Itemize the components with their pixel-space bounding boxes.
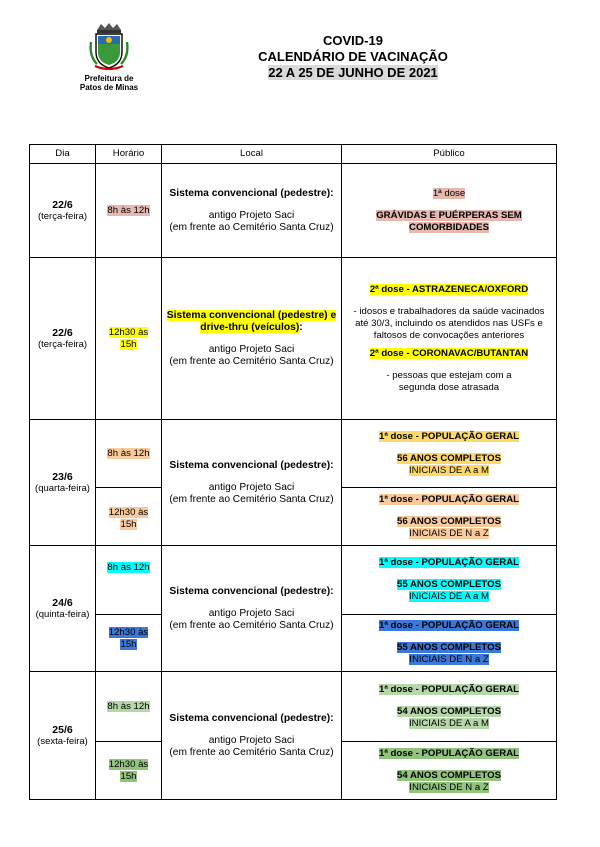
pub-initials: INICIAIS DE A a M <box>409 464 489 476</box>
time-value-2: 12h30 às 15h <box>108 758 149 782</box>
local-sub-2: (em frente ao Cemitério Santa Cruz) <box>169 221 334 233</box>
table-row <box>30 546 557 615</box>
time-value-2: 12h30 às 15h <box>108 507 149 530</box>
day-weekday: (terça-feira) <box>37 338 88 350</box>
day-cell <box>30 258 96 420</box>
time-value-1: 8h às 12h <box>107 562 150 573</box>
pub-age: 54 ANOS COMPLETOS <box>397 705 501 717</box>
local-cell <box>162 258 342 420</box>
local-main: Sistema convencional (pedestre): <box>169 459 334 471</box>
day-date: 22/6 <box>52 326 73 339</box>
pub-dose: 1ª dose - POPULAÇÃO GERAL <box>378 493 519 505</box>
time-cell <box>96 615 162 672</box>
pub-initials: INICIAIS DE N a Z <box>409 527 489 539</box>
page-title <box>240 33 466 81</box>
header-dia: Dia <box>30 145 96 164</box>
pub-group: GRÁVIDAS E PUÉRPERAS SEM COMORBIDADES <box>376 209 522 233</box>
local-sub-1: antigo Projeto Saci <box>208 481 295 493</box>
local-cell <box>162 420 342 546</box>
pub-initials: INICIAIS DE N a Z <box>409 781 489 793</box>
pub-dose: 1ª dose - POPULAÇÃO GERAL <box>378 620 519 631</box>
time-cell <box>96 672 162 742</box>
table-header-row <box>30 145 557 164</box>
local-sub-1: antigo Projeto Saci <box>208 209 295 221</box>
pub-dose: 1ª dose - POPULAÇÃO GERAL <box>378 430 519 442</box>
pub-dose-2: 2ª dose - CORONAVAC/BUTANTAN <box>369 347 529 359</box>
city-logo <box>78 22 140 92</box>
time-value: 8h às 12h <box>107 204 150 216</box>
pub-age: 54 ANOS COMPLETOS <box>397 769 501 781</box>
local-sub-1: antigo Projeto Saci <box>208 607 295 619</box>
logo-label-line1: Prefeitura de <box>84 74 134 83</box>
pub-text-2: - pessoas que estejam com a segunda dose atrasada <box>386 369 512 393</box>
header-local: Local <box>162 145 342 164</box>
day-cell <box>30 164 96 258</box>
pub-age: 55 ANOS COMPLETOS <box>397 579 501 590</box>
local-colon: : <box>299 321 303 333</box>
table-row <box>30 164 557 258</box>
time-value-1: 8h às 12h <box>107 447 150 459</box>
title-line3: 22 A 25 DE JUNHO DE 2021 <box>268 65 438 80</box>
pub-initials: INICIAIS DE A a M <box>409 717 489 729</box>
pub-dose-1: 2ª dose - ASTRAZENECA/OXFORD <box>369 283 529 295</box>
vaccination-schedule-table <box>29 144 557 800</box>
public-cell <box>342 546 557 615</box>
day-weekday: (quinta-feira) <box>35 608 90 620</box>
day-cell <box>30 420 96 546</box>
pub-initials: INICIAIS DE A a M <box>409 591 489 602</box>
day-cell <box>30 546 96 672</box>
pub-dose: 1ª dose - POPULAÇÃO GERAL <box>378 683 519 695</box>
coat-of-arms-icon <box>89 22 129 72</box>
public-cell <box>342 258 557 420</box>
day-date: 22/6 <box>52 198 73 211</box>
title-line1: COVID-19 <box>323 33 383 48</box>
time-value: 12h30 às 15h <box>108 326 149 350</box>
public-cell <box>342 164 557 258</box>
local-cell <box>162 164 342 258</box>
time-value-1: 8h às 12h <box>107 700 150 712</box>
local-sub-2: (em frente ao Cemitério Santa Cruz) <box>169 493 334 505</box>
local-main: Sistema convencional (pedestre): <box>169 585 334 597</box>
day-weekday: (terça-feira) <box>37 210 88 222</box>
local-main: Sistema convencional (pedestre): <box>169 712 334 724</box>
pub-dose: 1ª dose <box>432 187 466 199</box>
pub-age: 56 ANOS COMPLETOS <box>397 452 501 464</box>
pub-text-1: - idosos e trabalhadores da saúde vacinados até 30/3, incluindo os atendidos nas USFs e faltosos de convocações anteriores <box>353 305 545 341</box>
day-date: 23/6 <box>52 470 73 483</box>
table-row <box>30 258 557 420</box>
public-cell <box>342 742 557 800</box>
logo-label-line2: Patos de Minas <box>79 83 139 92</box>
public-cell <box>342 672 557 742</box>
table-row <box>30 672 557 742</box>
public-cell <box>342 420 557 488</box>
day-weekday: (sexta-feira) <box>37 735 88 747</box>
local-sub-2: (em frente ao Cemitério Santa Cruz) <box>169 355 334 367</box>
pub-age: 56 ANOS COMPLETOS <box>397 515 501 527</box>
day-weekday: (quarta-feira) <box>35 482 90 494</box>
day-date: 25/6 <box>52 723 73 736</box>
time-cell <box>96 488 162 546</box>
local-sub-2: (em frente ao Cemitério Santa Cruz) <box>169 746 334 758</box>
day-date: 24/6 <box>52 596 73 609</box>
local-main: Sistema convencional (pedestre) e drive-thru (veículos) <box>166 309 337 333</box>
time-cell <box>96 546 162 615</box>
pub-initials: INICIAIS DE N a Z <box>409 654 489 665</box>
time-value-2: 12h30 às 15h <box>108 627 149 650</box>
time-cell <box>96 164 162 258</box>
title-line2: CALENDÁRIO DE VACINAÇÃO <box>258 49 448 64</box>
time-cell <box>96 420 162 488</box>
header-publico: Público <box>342 145 557 164</box>
pub-dose: 1ª dose - POPULAÇÃO GERAL <box>378 557 519 568</box>
time-cell <box>96 742 162 800</box>
local-sub-2: (em frente ao Cemitério Santa Cruz) <box>169 619 334 631</box>
local-cell <box>162 546 342 672</box>
day-cell <box>30 672 96 800</box>
pub-age: 55 ANOS COMPLETOS <box>397 642 501 653</box>
local-main: Sistema convencional (pedestre): <box>169 187 334 199</box>
local-sub-1: antigo Projeto Saci <box>208 343 295 355</box>
local-sub-1: antigo Projeto Saci <box>208 734 295 746</box>
table-row <box>30 420 557 488</box>
pub-dose: 1ª dose - POPULAÇÃO GERAL <box>378 747 519 759</box>
public-cell <box>342 488 557 546</box>
header-horario: Horário <box>96 145 162 164</box>
local-cell <box>162 672 342 800</box>
public-cell <box>342 615 557 672</box>
time-cell <box>96 258 162 420</box>
